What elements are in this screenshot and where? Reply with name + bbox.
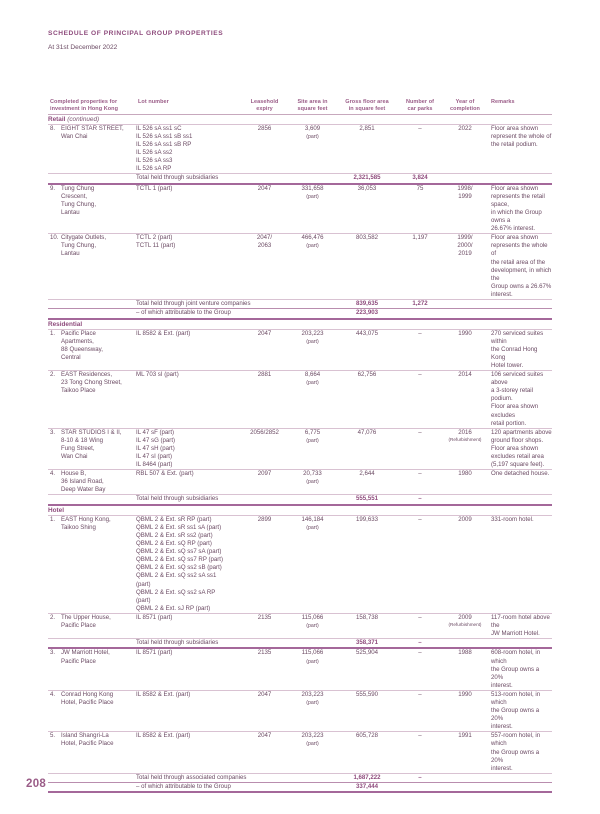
cell-lot-number: IL 8582 & Ext. (part) xyxy=(136,732,191,740)
properties-table xyxy=(48,99,552,793)
cell-remarks: 106 serviced suites above a 3-storey retail podium. Floor area shown excludes retail portion. xyxy=(491,371,544,427)
cell-gross-floor-area: 525,904 xyxy=(355,649,379,657)
cell-gross-floor-area: 605,728 xyxy=(355,732,379,740)
cell-remarks: Floor area shown represent the whole of the retail podium. xyxy=(491,124,552,148)
total-row xyxy=(48,783,552,792)
row-index: 1. xyxy=(50,515,56,523)
cell-site-area: 20,733 (part) xyxy=(303,470,322,486)
cell-site-area: 203,223 (part) xyxy=(301,690,324,707)
page-header xyxy=(48,29,223,53)
cell-site-area: 3,609 (part) xyxy=(304,124,321,140)
cell-leasehold-expiry: 2135 xyxy=(257,649,272,657)
cell-remarks: 117-room hotel above the JW Marriott Hotel. xyxy=(491,613,550,638)
total-spacer xyxy=(48,773,136,782)
cell-lot-number: ML 703 sI (part) xyxy=(136,371,179,379)
total-spacer-remarks xyxy=(487,773,552,782)
cell-car-parks: 1,197 xyxy=(412,234,428,242)
total-gross-floor-area: 839,635 xyxy=(355,299,379,307)
cell-leasehold-expiry: 2047 xyxy=(257,732,272,740)
total-gross-floor-area: 555,551 xyxy=(355,495,379,503)
total-spacer-year xyxy=(443,174,487,183)
cell-leasehold-expiry: 2899 xyxy=(257,515,272,523)
cell-year-completion: 1980 xyxy=(458,470,472,478)
total-gross-floor-area: 223,903 xyxy=(355,309,379,317)
cell-year-completion: 1990 xyxy=(458,690,472,698)
cell-property-name: 10. Citygate Outlets, Tung Chung, Lantau xyxy=(50,234,107,258)
cell-site-area: 146,184 (part) xyxy=(301,515,324,531)
cell-car-parks: – xyxy=(418,690,422,698)
cell-property-name: 1. EAST Hong Kong, Taikoo Shing xyxy=(50,515,111,531)
table-row xyxy=(48,690,552,731)
cell-gross-floor-area: 2,851 xyxy=(359,124,375,132)
cell-year-completion: 2009 (Refurbishment) xyxy=(448,613,482,627)
cell-lot-number: QBML 2 & Ext. sR RP (part) QBML 2 & Ext. sR ss1 sA (part) QBML 2 & Ext. sR ss2 (part) QBML 2 & Ext. sQ RP (part) QBML 2 & Ext. sQ ss7 sA (part) QBML 2 & Ext. sQ ss7 RP (part) QBML 2 & Ext. sQ ss2 sB (part) QBML 2 & Ext. sQ ss2 sA ss1 (part) QBML 2 & Ext. sQ ss2 sA RP (part) QBML 2 & Ext. sJ RP (part) xyxy=(136,515,224,612)
cell-property-name: 2. EAST Residences, 23 Tong Chong Street, Taikoo Place xyxy=(50,371,122,395)
cell-car-parks: – xyxy=(418,371,422,379)
cell-gross-floor-area: 47,076 xyxy=(357,428,377,436)
cell-gross-floor-area: 2,644 xyxy=(359,470,375,478)
row-index: 4. xyxy=(50,690,56,698)
section-heading: Retail (continued) xyxy=(48,115,100,123)
cell-site-area: 6,775 (part) xyxy=(304,428,321,444)
cell-site-area: 466,476 (part) xyxy=(301,234,324,250)
cell-remarks: 608-room hotel, in which the Group owns a 20% interest. xyxy=(491,649,541,689)
total-row xyxy=(48,174,552,183)
total-row xyxy=(48,773,552,782)
column-header-remarks: Remarks xyxy=(491,99,515,105)
rule xyxy=(48,791,552,792)
cell-lot-number: RBL 507 & Ext. (part) xyxy=(136,470,194,478)
total-label: Total held through subsidiaries xyxy=(136,174,219,182)
cell-remarks: 557-room hotel, in which the Group owns a 20% interest. xyxy=(491,732,541,772)
cell-year-completion: 2016 (Refurbishment) xyxy=(448,428,482,442)
total-label: Total held through subsidiaries xyxy=(136,639,219,647)
table-row xyxy=(48,329,552,370)
total-spacer-year xyxy=(443,495,487,504)
cell-property-name: 8. EIGHT STAR STREET, Wan Chai xyxy=(50,124,124,140)
total-spacer-year xyxy=(443,773,487,782)
cell-site-area: 203,223 (part) xyxy=(301,329,324,345)
page-title: SCHEDULE OF PRINCIPAL GROUP PROPERTIES xyxy=(48,30,224,37)
cell-lot-number: TCTL 2 (part) TCTL 11 (part) xyxy=(136,234,176,250)
cell-leasehold-expiry: 2047/ 2063 xyxy=(256,234,273,250)
total-car-parks xyxy=(397,783,443,792)
cell-year-completion: 1990 xyxy=(458,329,472,337)
column-header-car-parks: Number of car parks xyxy=(405,99,435,113)
cell-site-area: 8,664 (part) xyxy=(304,371,321,387)
cell-leasehold-expiry: 2047 xyxy=(257,690,272,698)
row-index: 10. xyxy=(50,234,59,242)
row-index: 2. xyxy=(50,371,56,379)
table-row xyxy=(48,648,552,689)
total-car-parks xyxy=(397,309,443,318)
cell-leasehold-expiry: 2881 xyxy=(257,371,272,379)
cell-property-name: 9. Tung Chung Crescent, Tung Chung, Lantau xyxy=(50,184,97,216)
total-label: Total held through joint venture companies xyxy=(136,299,251,307)
cell-property-name: 5. Island Shangri-La Hotel, Pacific Place xyxy=(50,732,114,748)
cell-car-parks: – xyxy=(418,613,422,621)
column-header-gross-floor-area: Gross floor area in square feet xyxy=(345,99,389,113)
total-spacer-remarks xyxy=(487,299,552,308)
row-index: 5. xyxy=(50,732,56,740)
cell-property-name: 1. Pacific Place Apartments, 88 Queensway, Central xyxy=(50,329,103,361)
row-index: 8. xyxy=(50,124,56,132)
column-header-year-completion: Year of completion xyxy=(450,99,480,113)
column-header-name: Completed properties for investment in Hong Kong xyxy=(50,99,118,113)
table-row xyxy=(48,234,552,299)
table-row xyxy=(48,371,552,428)
row-index: 9. xyxy=(50,184,56,192)
cell-year-completion: 2009 xyxy=(458,515,472,523)
row-index: 1. xyxy=(50,329,56,337)
cell-property-name: 4. House B, 36 Island Road, Deep Water Bay xyxy=(50,470,106,494)
cell-leasehold-expiry: 2097 xyxy=(257,470,272,478)
total-row xyxy=(48,309,552,318)
total-car-parks: – xyxy=(418,773,422,781)
cell-year-completion: 1988 xyxy=(458,649,472,657)
total-spacer-remarks xyxy=(487,783,552,792)
total-spacer-year xyxy=(443,309,487,318)
section-heading: Residential xyxy=(48,320,83,328)
total-label: Total held through associated companies xyxy=(136,773,247,781)
cell-car-parks: – xyxy=(418,649,422,657)
cell-gross-floor-area: 555,590 xyxy=(355,690,379,698)
cell-remarks: 331-room hotel. xyxy=(491,515,534,523)
cell-leasehold-expiry: 2047 xyxy=(257,184,272,192)
cell-car-parks: – xyxy=(418,732,422,740)
total-spacer xyxy=(48,174,136,183)
page-number: 208 xyxy=(26,778,47,790)
total-row xyxy=(48,299,552,308)
row-index: 4. xyxy=(50,470,56,478)
total-row xyxy=(48,495,552,504)
total-spacer-year xyxy=(443,299,487,308)
cell-lot-number: IL 8571 (part) xyxy=(136,649,173,657)
cell-remarks: Floor area shown represents the retail space, in which the Group owns a 26.67% interest. xyxy=(491,184,545,233)
total-spacer xyxy=(48,299,136,308)
cell-property-name: 2. The Upper House, Pacific Place xyxy=(50,613,111,629)
cell-year-completion: 1998/ 1999 xyxy=(457,184,473,200)
cell-lot-number: IL 8582 & Ext. (part) xyxy=(136,690,191,698)
total-spacer-remarks xyxy=(487,174,552,183)
cell-year-completion: 2014 xyxy=(458,371,472,379)
total-gross-floor-area: 1,687,222 xyxy=(353,773,381,781)
table-row xyxy=(48,124,552,173)
column-header-site-area: Site area in square feet xyxy=(297,99,328,113)
total-spacer xyxy=(48,309,136,318)
table-row xyxy=(48,732,552,773)
cell-site-area: 331,658 (part) xyxy=(301,184,324,200)
cell-property-name: 3. STAR STUDIOS I & II, 8-10 & 18 Wing Fung Street, Wan Chai xyxy=(50,428,122,460)
cell-remarks: 513-room hotel, in which the Group owns a 20% interest. xyxy=(491,690,541,731)
total-spacer-year xyxy=(443,783,487,792)
section-heading: Hotel xyxy=(48,506,64,514)
cell-gross-floor-area: 199,633 xyxy=(355,515,379,523)
cell-car-parks: – xyxy=(418,124,422,132)
table-row xyxy=(48,470,552,495)
row-index: 3. xyxy=(50,649,56,657)
row-index: 3. xyxy=(50,428,56,436)
cell-car-parks: – xyxy=(418,329,422,337)
cell-year-completion: 1999/ 2000/ 2019 xyxy=(457,234,473,258)
table-row xyxy=(48,428,552,469)
cell-car-parks: – xyxy=(418,470,422,478)
total-car-parks: – xyxy=(418,639,422,647)
cell-year-completion: 1991 xyxy=(458,732,472,740)
total-spacer xyxy=(48,783,136,792)
cell-leasehold-expiry: 2056/2852 xyxy=(250,428,279,436)
cell-leasehold-expiry: 2856 xyxy=(257,124,272,132)
cell-lot-number: IL 47 sF (part) IL 47 sG (part) IL 47 sH (part) IL 47 sI (part) IL 8464 (part) xyxy=(136,428,176,469)
cell-site-area: 115,066 (part) xyxy=(301,613,324,629)
total-car-parks: – xyxy=(418,495,422,503)
cell-car-parks: – xyxy=(418,515,422,523)
total-gross-floor-area: 358,371 xyxy=(355,639,379,647)
total-label: Total held through subsidiaries xyxy=(136,495,219,503)
cell-gross-floor-area: 62,756 xyxy=(357,371,377,379)
total-spacer xyxy=(48,639,136,648)
cell-car-parks: – xyxy=(418,428,422,436)
cell-remarks: Floor area shown represents the whole of the retail area of the development, in which the Group owns a 26.67% interest. xyxy=(491,234,552,298)
cell-leasehold-expiry: 2135 xyxy=(257,613,272,621)
cell-car-parks: 75 xyxy=(416,184,424,192)
cell-remarks: One detached house. xyxy=(491,470,550,478)
cell-lot-number: TCTL 1 (part) xyxy=(136,184,173,192)
total-label: – of which attributable to the Group xyxy=(136,783,231,791)
table-body xyxy=(48,99,552,792)
total-spacer-remarks xyxy=(487,309,552,318)
cell-lot-number: IL 8571 (part) xyxy=(136,613,173,621)
total-spacer xyxy=(48,495,136,504)
cell-property-name: 3. JW Marriott Hotel, Pacific Place xyxy=(50,649,110,665)
total-spacer-year xyxy=(443,639,487,648)
total-spacer-remarks xyxy=(487,639,552,648)
table-column-headers xyxy=(48,99,552,114)
cell-remarks: 270 serviced suites within the Conrad Hong Kong Hotel tower. xyxy=(491,329,544,369)
cell-site-area: 203,223 (part) xyxy=(301,732,324,748)
total-car-parks: 3,824 xyxy=(412,174,428,182)
cell-lot-number: IL 526 sA ss1 sC IL 526 sA ss1 sB ss1 IL 526 sA ss1 sB RP IL 526 sA ss2 IL 526 sA ss3 IL 526 sA RP xyxy=(136,124,193,173)
total-spacer-remarks xyxy=(487,495,552,504)
cell-gross-floor-area: 443,075 xyxy=(355,329,379,337)
total-gross-floor-area: 337,444 xyxy=(355,783,379,791)
total-row xyxy=(48,639,552,648)
cell-remarks: 120 apartments above ground floor shops. Floor area shown excludes retail area (5,197 square feet). xyxy=(491,428,552,469)
table-row xyxy=(48,613,552,638)
cell-property-name: 4. Conrad Hong Kong Hotel, Pacific Place xyxy=(50,690,114,707)
row-index: 2. xyxy=(50,613,56,621)
cell-gross-floor-area: 803,582 xyxy=(355,234,379,242)
cell-gross-floor-area: 158,738 xyxy=(355,613,379,621)
column-header-leasehold-expiry: Leasehold expiry xyxy=(250,99,279,113)
table-row xyxy=(48,184,552,234)
total-label: – of which attributable to the Group xyxy=(136,309,231,317)
cell-gross-floor-area: 36,053 xyxy=(357,184,377,192)
page-subtitle: At 31st December 2022 xyxy=(48,44,118,51)
cell-site-area: 115,066 (part) xyxy=(301,649,324,665)
cell-lot-number: IL 8582 & Ext. (part) xyxy=(136,329,191,337)
total-gross-floor-area: 2,321,585 xyxy=(353,174,381,182)
cell-year-completion: 2022 xyxy=(458,124,472,132)
table-row xyxy=(48,515,552,613)
column-header-lot: Lot number xyxy=(138,99,169,105)
total-car-parks: 1,272 xyxy=(412,299,428,307)
cell-leasehold-expiry: 2047 xyxy=(257,329,272,337)
